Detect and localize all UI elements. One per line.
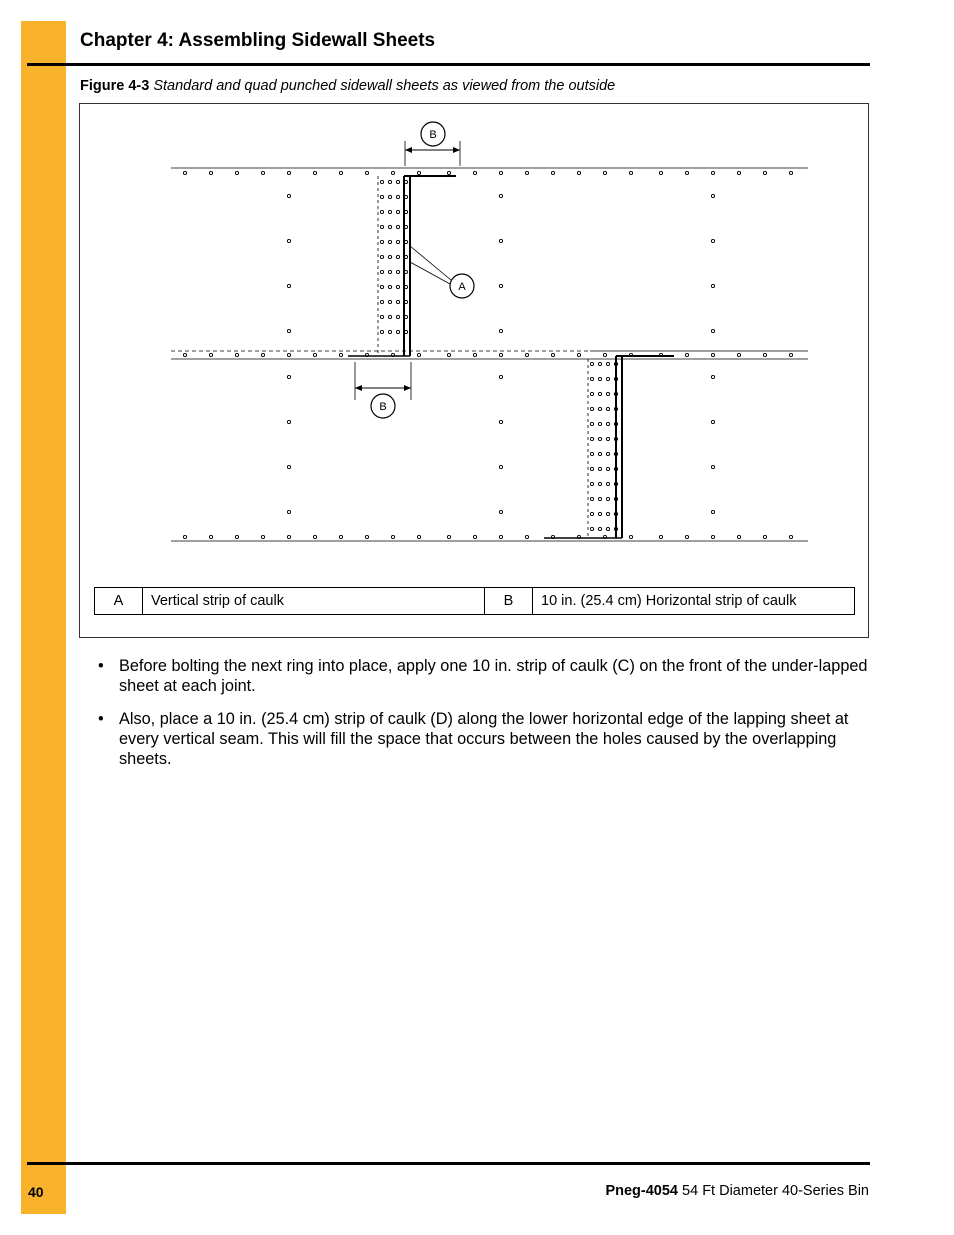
bolt-hole bbox=[473, 535, 476, 538]
bolt-hole bbox=[313, 535, 316, 538]
bolt-hole bbox=[396, 180, 399, 183]
bolt-hole bbox=[763, 353, 766, 356]
bolt-hole bbox=[209, 535, 212, 538]
bolt-hole bbox=[380, 315, 383, 318]
bolt-hole bbox=[388, 315, 391, 318]
bolt-hole bbox=[711, 353, 714, 356]
bolt-hole bbox=[590, 452, 593, 455]
bolt-hole bbox=[388, 300, 391, 303]
bolt-hole bbox=[417, 353, 420, 356]
bolt-hole bbox=[499, 284, 502, 287]
bolt-hole bbox=[499, 171, 502, 174]
callout-b-bottom bbox=[371, 394, 395, 418]
figure-label: Figure 4-3 bbox=[80, 78, 150, 94]
callout-b-top-label: B bbox=[429, 129, 437, 141]
instruction-list bbox=[98, 656, 873, 782]
bolt-hole bbox=[380, 225, 383, 228]
bolt-hole bbox=[525, 535, 528, 538]
bolt-hole bbox=[365, 535, 368, 538]
bolt-hole bbox=[380, 195, 383, 198]
callout-b-top bbox=[421, 122, 445, 146]
bolt-hole bbox=[235, 171, 238, 174]
bolt-hole bbox=[606, 497, 609, 500]
bolt-hole bbox=[287, 194, 290, 197]
bolt-hole bbox=[711, 284, 714, 287]
bolt-hole bbox=[606, 377, 609, 380]
bolt-hole bbox=[711, 375, 714, 378]
bolt-hole bbox=[388, 210, 391, 213]
bolt-hole bbox=[606, 452, 609, 455]
bolt-hole bbox=[499, 535, 502, 538]
bolt-hole bbox=[659, 535, 662, 538]
bolt-hole bbox=[287, 420, 290, 423]
bolt-hole bbox=[417, 535, 420, 538]
bolt-hole bbox=[606, 362, 609, 365]
bolt-hole bbox=[261, 535, 264, 538]
bolt-hole bbox=[391, 535, 394, 538]
bolt-hole bbox=[380, 285, 383, 288]
chapter-title: Chapter 4: Assembling Sidewall Sheets bbox=[80, 30, 436, 51]
bolt-hole bbox=[499, 465, 502, 468]
bolt-hole bbox=[396, 315, 399, 318]
callout-a bbox=[450, 274, 474, 298]
bolt-hole bbox=[396, 270, 399, 273]
bolt-hole bbox=[183, 353, 186, 356]
bolt-hole bbox=[598, 392, 601, 395]
leader-line bbox=[410, 246, 451, 280]
arrow-head bbox=[453, 147, 460, 153]
bolt-hole bbox=[261, 171, 264, 174]
bolt-hole bbox=[598, 512, 601, 515]
bolt-hole bbox=[287, 239, 290, 242]
bolt-hole bbox=[235, 535, 238, 538]
bolt-hole bbox=[737, 171, 740, 174]
figure-caption-text: Standard and quad punched sidewall sheets as viewed from the outside bbox=[153, 78, 616, 94]
bolt-hole bbox=[209, 353, 212, 356]
figure-caption bbox=[80, 78, 615, 94]
bolt-hole bbox=[287, 535, 290, 538]
bolt-hole bbox=[590, 497, 593, 500]
bolt-hole bbox=[590, 422, 593, 425]
bolt-hole bbox=[287, 171, 290, 174]
sidewall-diagram bbox=[80, 104, 870, 639]
bolt-hole bbox=[388, 240, 391, 243]
doc-title: 54 Ft Diameter 40-Series Bin bbox=[682, 1183, 869, 1199]
callout-b-bottom-label: B bbox=[379, 401, 387, 413]
bolt-hole bbox=[711, 171, 714, 174]
bolt-hole bbox=[391, 171, 394, 174]
bolt-hole bbox=[629, 171, 632, 174]
bolt-hole bbox=[551, 353, 554, 356]
bolt-hole bbox=[598, 422, 601, 425]
bolt-hole bbox=[473, 171, 476, 174]
bolt-hole bbox=[598, 362, 601, 365]
bolt-hole bbox=[737, 353, 740, 356]
bolt-hole bbox=[590, 527, 593, 530]
footer-document-title bbox=[605, 1183, 869, 1199]
bolt-hole bbox=[365, 171, 368, 174]
bolt-hole bbox=[287, 284, 290, 287]
bolt-hole bbox=[287, 375, 290, 378]
bolt-hole bbox=[339, 535, 342, 538]
leader-line bbox=[410, 262, 450, 284]
bolt-hole bbox=[287, 510, 290, 513]
bolt-hole bbox=[388, 225, 391, 228]
bolt-hole bbox=[313, 171, 316, 174]
bolt-hole bbox=[380, 270, 383, 273]
bolt-hole bbox=[388, 330, 391, 333]
bolt-hole bbox=[388, 255, 391, 258]
bolt-hole bbox=[261, 353, 264, 356]
bolt-hole bbox=[287, 353, 290, 356]
side-color-bar bbox=[21, 21, 66, 1214]
bolt-hole bbox=[598, 452, 601, 455]
bolt-hole bbox=[711, 535, 714, 538]
bolt-hole bbox=[447, 535, 450, 538]
instruction-item: • Before bolting the next ring into place, apply one 10 in. strip of caulk (C) on the front of the under-lapped sheet at each joint. bbox=[98, 656, 873, 696]
doc-code: Pneg-4054 bbox=[605, 1183, 678, 1199]
bolt-hole bbox=[499, 353, 502, 356]
bolt-hole bbox=[629, 535, 632, 538]
bolt-hole bbox=[598, 407, 601, 410]
bolt-hole bbox=[711, 420, 714, 423]
bolt-hole bbox=[711, 329, 714, 332]
bolt-hole bbox=[606, 467, 609, 470]
bolt-hole bbox=[685, 353, 688, 356]
bolt-hole bbox=[499, 329, 502, 332]
legend-row bbox=[95, 588, 855, 615]
bolt-hole bbox=[473, 353, 476, 356]
bolt-hole bbox=[380, 300, 383, 303]
bolt-hole bbox=[685, 171, 688, 174]
bolt-hole bbox=[598, 377, 601, 380]
callout-a-label: A bbox=[458, 281, 466, 293]
bolt-hole bbox=[388, 285, 391, 288]
bolt-hole bbox=[606, 407, 609, 410]
bolt-hole bbox=[606, 512, 609, 515]
bolt-hole bbox=[380, 255, 383, 258]
bolt-hole bbox=[590, 407, 593, 410]
legend-table bbox=[94, 587, 855, 615]
bolt-hole bbox=[209, 171, 212, 174]
bolt-hole bbox=[711, 194, 714, 197]
bolt-hole bbox=[396, 195, 399, 198]
bolt-hole bbox=[380, 180, 383, 183]
bolt-hole bbox=[396, 240, 399, 243]
bolt-hole bbox=[711, 510, 714, 513]
bolt-hole bbox=[447, 171, 450, 174]
instruction-item: • Also, place a 10 in. (25.4 cm) strip of caulk (D) along the lower horizontal edge of the lapping sheet at every vertical seam. This will fill the space that occurs between the holes caused by the overlapping sheets. bbox=[98, 709, 873, 769]
bolt-hole bbox=[396, 255, 399, 258]
bolt-hole bbox=[598, 497, 601, 500]
arrow-head bbox=[405, 147, 412, 153]
bolt-hole bbox=[388, 180, 391, 183]
bolt-hole bbox=[789, 171, 792, 174]
bolt-hole bbox=[659, 171, 662, 174]
bolt-hole bbox=[339, 353, 342, 356]
legend-desc-a: Vertical strip of caulk bbox=[143, 588, 485, 615]
bolt-hole bbox=[499, 194, 502, 197]
bolt-hole bbox=[499, 420, 502, 423]
figure-frame bbox=[79, 103, 869, 638]
arrow-head bbox=[355, 385, 362, 391]
bolt-hole bbox=[789, 353, 792, 356]
bolt-hole bbox=[590, 467, 593, 470]
bolt-hole bbox=[603, 353, 606, 356]
bolt-hole bbox=[235, 353, 238, 356]
legend-key-b: B bbox=[485, 588, 533, 615]
bolt-hole bbox=[789, 535, 792, 538]
bolt-hole bbox=[287, 465, 290, 468]
bolt-hole bbox=[339, 171, 342, 174]
bolt-hole bbox=[551, 171, 554, 174]
bolt-hole bbox=[606, 482, 609, 485]
bolt-hole bbox=[603, 171, 606, 174]
legend-key-a: A bbox=[95, 588, 143, 615]
bolt-hole bbox=[763, 171, 766, 174]
bolt-hole bbox=[525, 353, 528, 356]
bolt-hole bbox=[417, 171, 420, 174]
bolt-hole bbox=[606, 422, 609, 425]
bolt-hole bbox=[313, 353, 316, 356]
bolt-hole bbox=[598, 482, 601, 485]
bolt-hole bbox=[183, 535, 186, 538]
bolt-hole bbox=[396, 285, 399, 288]
bolt-hole bbox=[577, 171, 580, 174]
bolt-hole bbox=[183, 171, 186, 174]
footer-rule bbox=[27, 1162, 870, 1165]
page-number: 40 bbox=[28, 1184, 44, 1200]
bolt-hole bbox=[598, 437, 601, 440]
bolt-hole bbox=[590, 482, 593, 485]
bolt-hole bbox=[499, 375, 502, 378]
bolt-hole bbox=[380, 210, 383, 213]
bolt-hole bbox=[590, 362, 593, 365]
bolt-hole bbox=[577, 353, 580, 356]
bolt-hole bbox=[606, 527, 609, 530]
bolt-hole bbox=[447, 353, 450, 356]
bolt-hole bbox=[499, 510, 502, 513]
bolt-hole bbox=[388, 270, 391, 273]
bolt-hole bbox=[590, 437, 593, 440]
bolt-hole bbox=[737, 535, 740, 538]
bolt-hole bbox=[287, 329, 290, 332]
bolt-hole bbox=[711, 465, 714, 468]
bolt-hole bbox=[499, 239, 502, 242]
bolt-hole bbox=[685, 535, 688, 538]
bolt-hole bbox=[598, 527, 601, 530]
bolt-hole bbox=[380, 330, 383, 333]
bolt-hole bbox=[396, 210, 399, 213]
bolt-hole bbox=[606, 392, 609, 395]
bolt-hole bbox=[590, 377, 593, 380]
header-rule bbox=[27, 63, 870, 66]
legend-desc-b: 10 in. (25.4 cm) Horizontal strip of caulk bbox=[533, 588, 855, 615]
bolt-hole bbox=[590, 512, 593, 515]
bolt-hole bbox=[606, 437, 609, 440]
bolt-hole bbox=[525, 171, 528, 174]
bolt-hole bbox=[396, 300, 399, 303]
bolt-hole bbox=[396, 330, 399, 333]
bolt-hole bbox=[763, 535, 766, 538]
bolt-hole bbox=[396, 225, 399, 228]
bolt-hole bbox=[711, 239, 714, 242]
arrow-head bbox=[404, 385, 411, 391]
bolt-hole bbox=[598, 467, 601, 470]
bolt-hole bbox=[590, 392, 593, 395]
bolt-hole bbox=[380, 240, 383, 243]
bolt-hole bbox=[388, 195, 391, 198]
